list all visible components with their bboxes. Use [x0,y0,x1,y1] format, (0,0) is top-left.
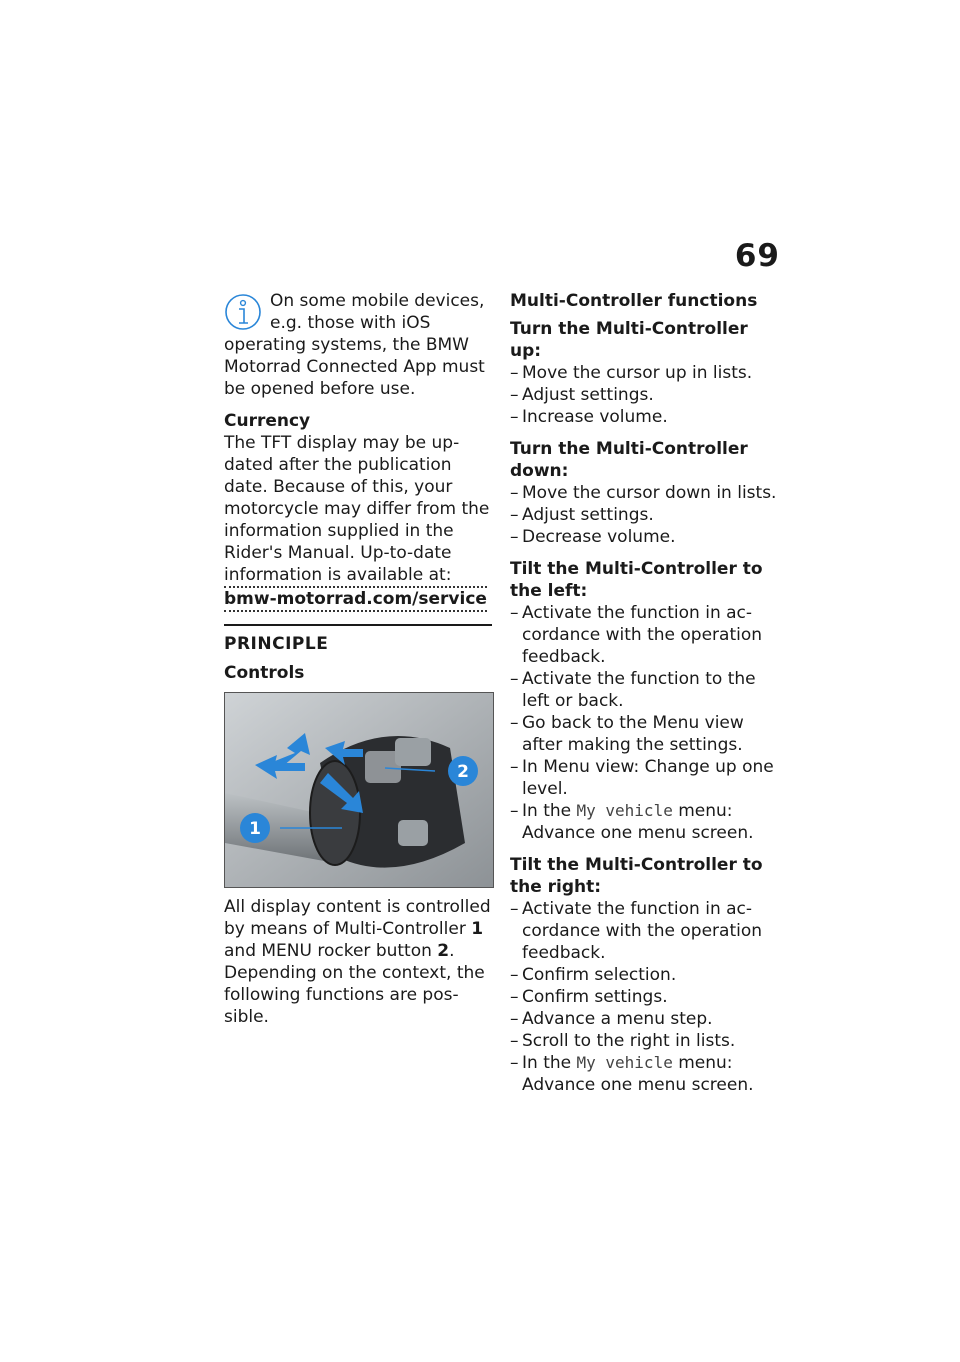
menu-name: My vehicle [576,801,673,820]
controls-text-part-2: and MENU rocker button [224,941,438,961]
group-title-left: Tilt the Multi-Controller to the left: [510,559,763,601]
controls-illustration [224,692,494,888]
list-left [510,602,780,844]
info-icon [224,292,262,332]
list-item: – Increase volume. [510,407,668,427]
note-line-2: e.g. those with iOS [270,313,431,333]
list-item: – In the My vehicle menu: Advance one menu screen. [510,1053,754,1095]
currency-heading: Currency [224,411,311,431]
controls-heading: Controls [224,663,305,683]
list-item: – Go back to the Menu view after making the settings. [510,713,744,755]
currency-text: The TFT display may be up-dated after the publication date. Because of this, your motorcycle may differ from the information supplied in the Rider's Manual. Up-to-date information is available at: [224,433,490,585]
section-divider [224,624,492,626]
callout-1: 1 [249,819,261,839]
list-item: – Move the cursor up in lists. [510,363,753,383]
note-text: operating systems, the BMW Motorrad Connected App must be opened before use. [224,335,485,399]
section-title: PRINCIPLE [224,634,329,654]
list-right [510,898,780,1096]
group-title-up: Turn the Multi-Controller up: [510,319,748,361]
list-item: – Decrease volume. [510,527,676,547]
callout-2: 2 [457,762,469,782]
list-item: – Activate the function in ac-cordance with the operation feedback. [510,603,763,667]
controls-text-part-1: All display content is controlled by means of Multi-Controller [224,897,491,939]
left-column [224,290,494,1028]
menu-name: My vehicle [576,1053,673,1072]
list-item: – Advance a menu step. [510,1009,713,1029]
list-item: – In Menu view: Change up one level. [510,757,774,799]
info-note [224,290,494,400]
group-title-right: Tilt the Multi-Controller to the right: [510,855,763,897]
service-link[interactable]: bmw-motorrad.com/service [224,586,487,612]
ref-2: 2 [437,941,450,961]
page-number: 69 [734,238,780,274]
right-column [510,290,780,1096]
ref-1: 1 [471,919,484,939]
group-title-down: Turn the Multi-Controller down: [510,439,748,481]
list-item: – Activate the function to the left or back. [510,669,756,711]
list-item: – In the My vehicle menu: Advance one menu screen. [510,801,754,843]
list-item: – Activate the function in ac-cordance with the operation feedback. [510,899,763,963]
note-line-1: On some mobile devices, [270,291,485,311]
functions-heading: Multi-Controller functions [510,291,758,311]
list-up [510,362,780,428]
list-item: – Adjust settings. [510,385,654,405]
list-down [510,482,780,548]
controls-text [224,896,494,1028]
list-item: – Confirm settings. [510,987,668,1007]
controls-text-part-3: . Depending on the context, the following functions are pos-sible. [224,941,485,1027]
list-item: – Adjust settings. [510,505,654,525]
list-item: – Scroll to the right in lists. [510,1031,736,1051]
list-item: – Move the cursor down in lists. [510,483,777,503]
list-item: – Confirm selection. [510,965,677,985]
